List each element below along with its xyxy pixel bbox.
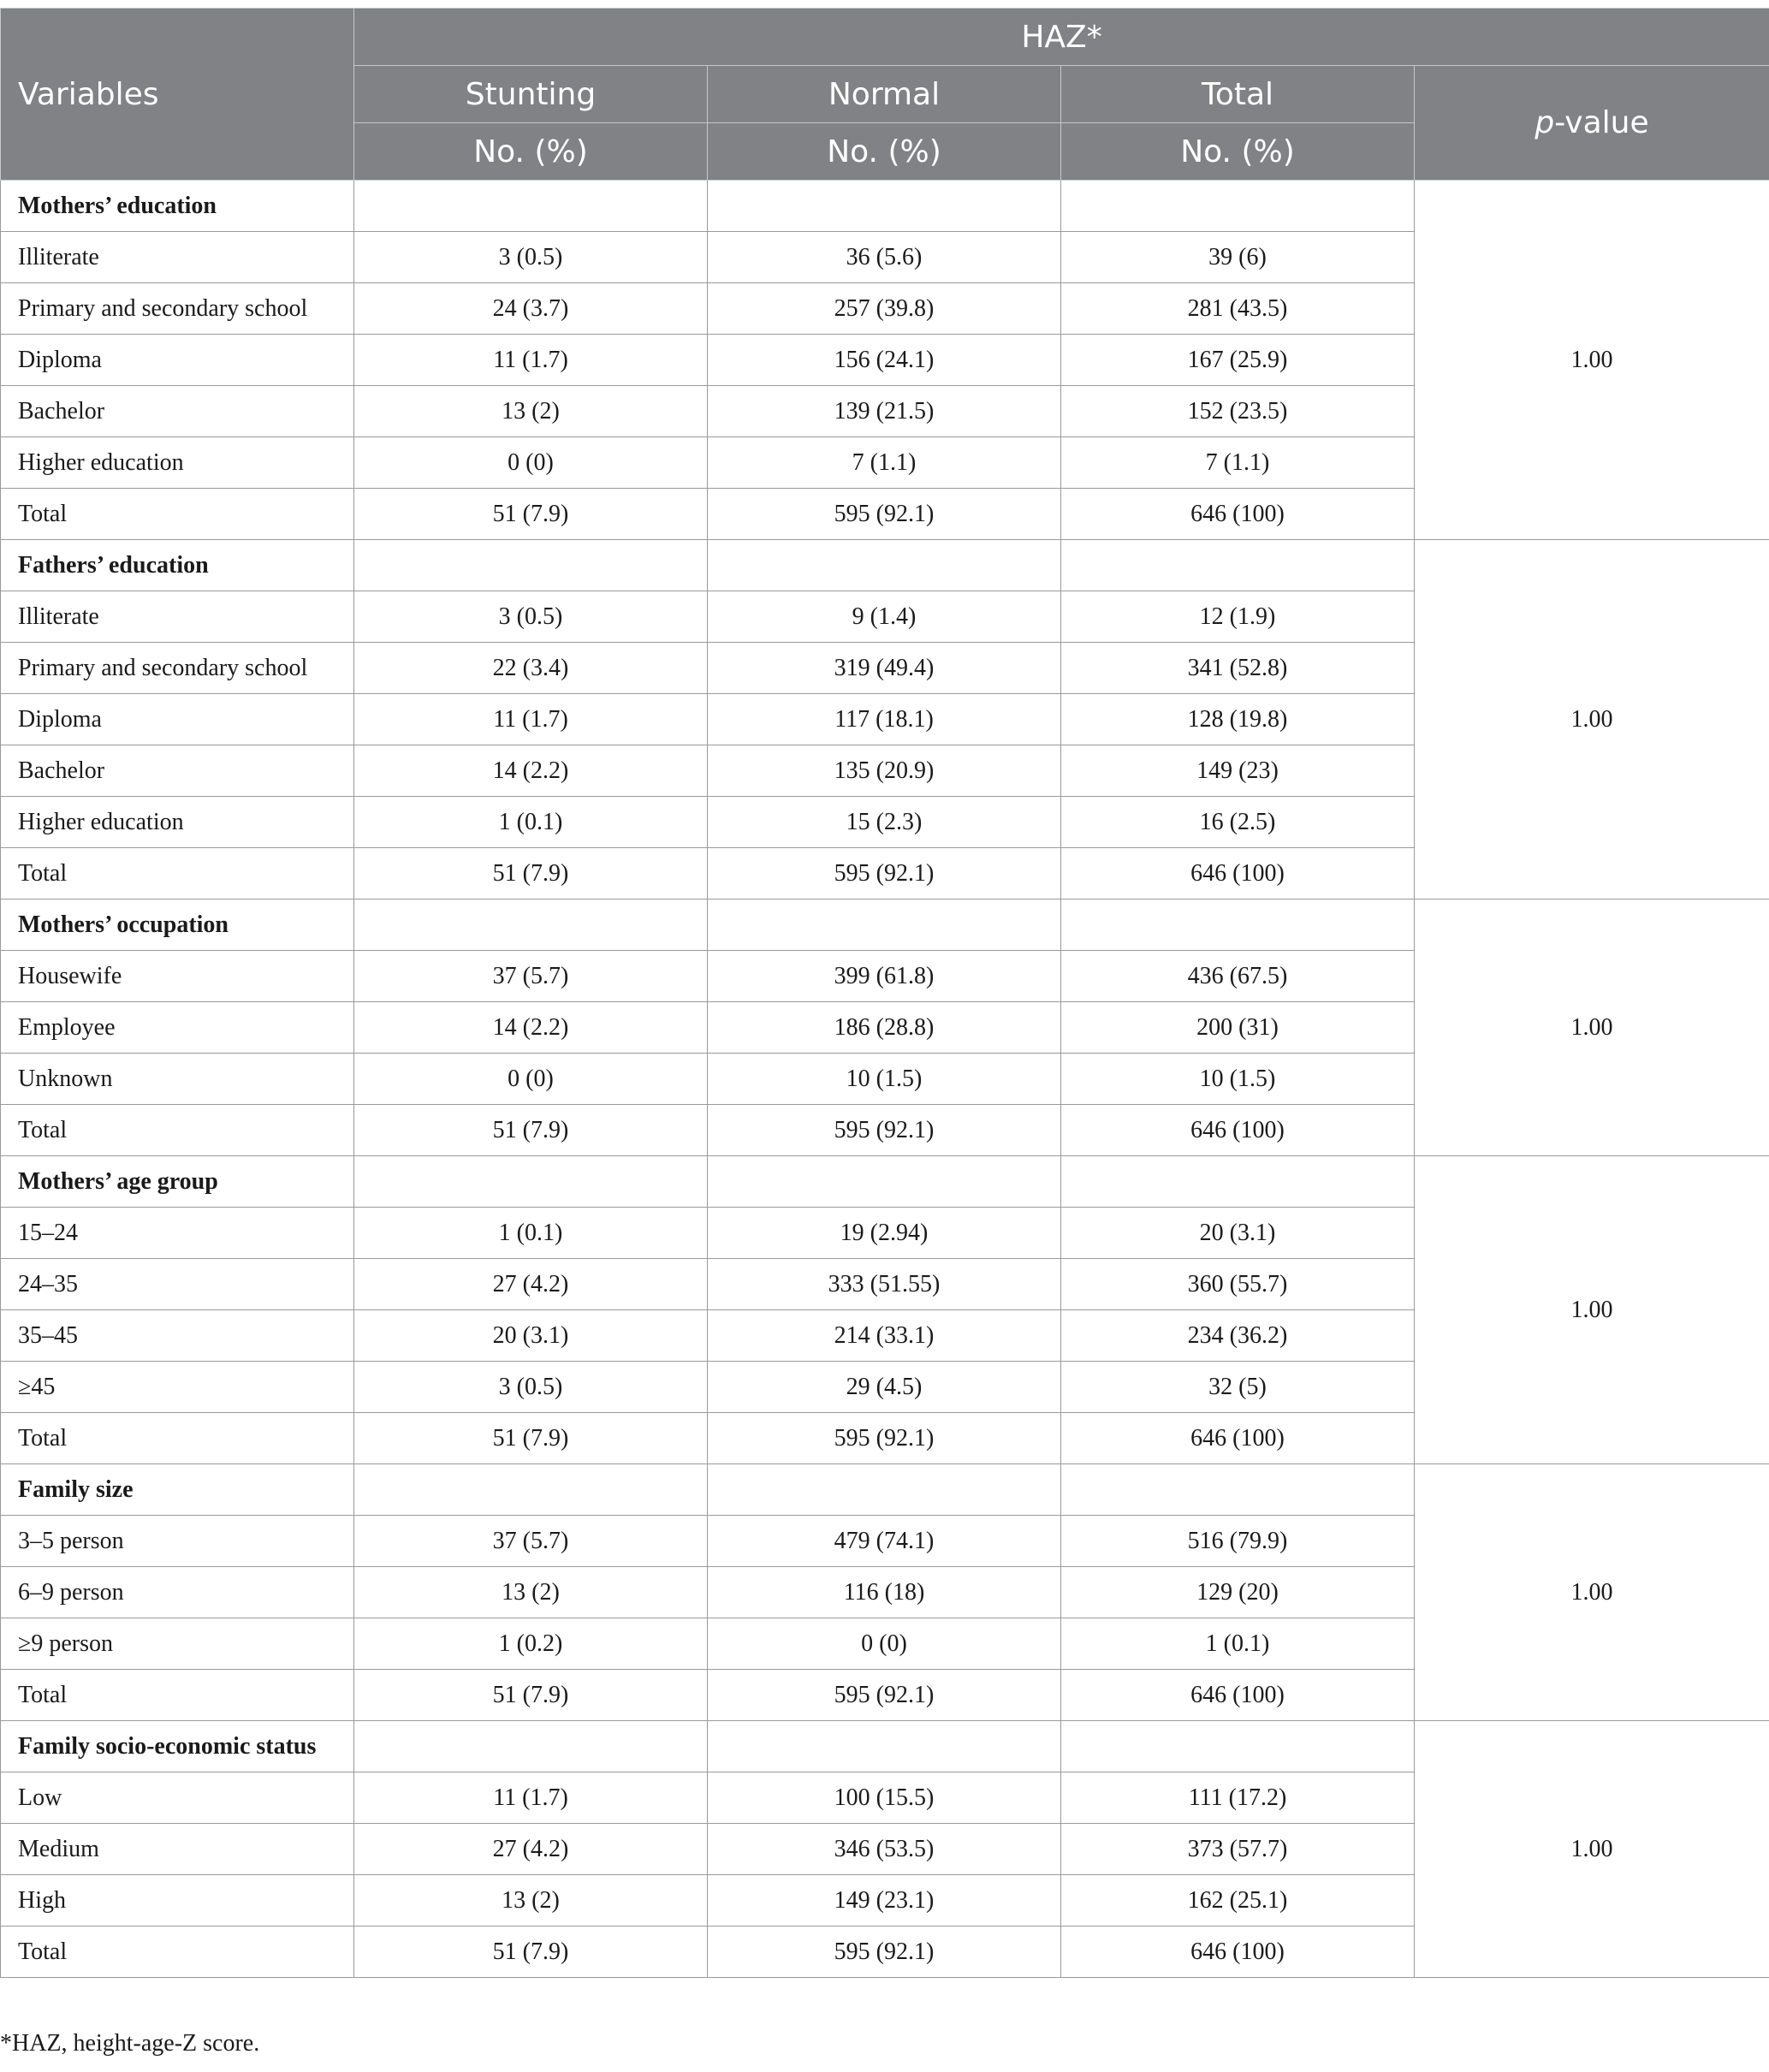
total-cell: 646 (100): [1061, 1927, 1415, 1978]
total-cell: 7 (1.1): [1061, 437, 1415, 489]
stunting-cell: 3 (0.5): [354, 591, 708, 643]
p-value-header: [1415, 66, 1769, 181]
stunting-cell: 27 (4.2): [354, 1259, 708, 1310]
normal-cell: 319 (49.4): [708, 643, 1061, 694]
row-label: Diploma: [1, 694, 354, 745]
normal-cell: 156 (24.1): [708, 335, 1061, 386]
p-value-header-rest: -value: [1554, 105, 1649, 140]
normal-cell: 595 (92.1): [708, 1413, 1061, 1464]
normal-cell: 595 (92.1): [708, 1927, 1061, 1978]
row-label: Medium: [1, 1824, 354, 1875]
table-header: [1, 9, 1769, 181]
total-cell: 1 (0.1): [1061, 1618, 1415, 1670]
group-title: Family size: [1, 1464, 354, 1516]
stunting-cell: 0 (0): [354, 1054, 708, 1105]
stunting-cell: 13 (2): [354, 1567, 708, 1618]
stunting-cell: 0 (0): [354, 437, 708, 489]
p-value-cell: 1.00: [1415, 181, 1769, 540]
stunting-cell: 51 (7.9): [354, 489, 708, 540]
empty-cell: [354, 899, 708, 951]
stunting-cell: 11 (1.7): [354, 1772, 708, 1824]
normal-header: Normal: [708, 66, 1061, 123]
normal-cell: 333 (51.55): [708, 1259, 1061, 1310]
normal-cell: 15 (2.3): [708, 797, 1061, 848]
stunting-cell: 3 (0.5): [354, 1362, 708, 1413]
total-cell: 39 (6): [1061, 232, 1415, 283]
stunting-cell: 1 (0.2): [354, 1618, 708, 1670]
row-label: 35–45: [1, 1310, 354, 1362]
group-header-row: [1, 1464, 1769, 1516]
empty-cell: [354, 1721, 708, 1772]
empty-cell: [708, 181, 1061, 232]
normal-cell: 135 (20.9): [708, 745, 1061, 797]
row-label: High: [1, 1875, 354, 1927]
stunting-cell: 14 (2.2): [354, 1002, 708, 1054]
total-cell: 360 (55.7): [1061, 1259, 1415, 1310]
total-cell: 646 (100): [1061, 848, 1415, 899]
stunting-cell: 14 (2.2): [354, 745, 708, 797]
stunting-header: Stunting: [354, 66, 708, 123]
stunting-cell: 51 (7.9): [354, 1927, 708, 1978]
normal-cell: 595 (92.1): [708, 1670, 1061, 1721]
group-title: Mothers’ education: [1, 181, 354, 232]
row-label: ≥9 person: [1, 1618, 354, 1670]
total-unit-header: No. (%): [1061, 123, 1415, 181]
header-row-1: [1, 9, 1769, 66]
total-cell: 646 (100): [1061, 1670, 1415, 1721]
total-cell: 162 (25.1): [1061, 1875, 1415, 1927]
normal-cell: 19 (2.94): [708, 1208, 1061, 1259]
row-label: Housewife: [1, 951, 354, 1002]
normal-cell: 149 (23.1): [708, 1875, 1061, 1927]
empty-cell: [354, 1156, 708, 1208]
normal-cell: 399 (61.8): [708, 951, 1061, 1002]
empty-cell: [708, 1464, 1061, 1516]
row-label: Illiterate: [1, 591, 354, 643]
p-value-header-p: p: [1535, 105, 1555, 140]
normal-cell: 116 (18): [708, 1567, 1061, 1618]
normal-cell: 139 (21.5): [708, 386, 1061, 437]
group-header-row: [1, 899, 1769, 951]
row-label: Primary and secondary school: [1, 643, 354, 694]
normal-cell: 595 (92.1): [708, 489, 1061, 540]
stunting-cell: 51 (7.9): [354, 848, 708, 899]
empty-cell: [354, 181, 708, 232]
total-cell: 111 (17.2): [1061, 1772, 1415, 1824]
table-body: [1, 181, 1769, 1978]
row-label: Primary and secondary school: [1, 283, 354, 335]
stunting-cell: 27 (4.2): [354, 1824, 708, 1875]
row-label: 15–24: [1, 1208, 354, 1259]
empty-cell: [1061, 1721, 1415, 1772]
total-header: Total: [1061, 66, 1415, 123]
total-cell: 341 (52.8): [1061, 643, 1415, 694]
p-value-cell: 1.00: [1415, 1156, 1769, 1464]
row-label: Total: [1, 848, 354, 899]
row-label: Unknown: [1, 1054, 354, 1105]
row-label: Total: [1, 1670, 354, 1721]
total-cell: 167 (25.9): [1061, 335, 1415, 386]
total-cell: 129 (20): [1061, 1567, 1415, 1618]
total-cell: 10 (1.5): [1061, 1054, 1415, 1105]
row-label: Total: [1, 489, 354, 540]
total-cell: 373 (57.7): [1061, 1824, 1415, 1875]
normal-cell: 10 (1.5): [708, 1054, 1061, 1105]
total-cell: 32 (5): [1061, 1362, 1415, 1413]
row-label: 6–9 person: [1, 1567, 354, 1618]
stunting-cell: 1 (0.1): [354, 1208, 708, 1259]
group-header-row: [1, 1721, 1769, 1772]
normal-cell: 36 (5.6): [708, 232, 1061, 283]
empty-cell: [1061, 1464, 1415, 1516]
empty-cell: [1061, 181, 1415, 232]
stunting-cell: 13 (2): [354, 386, 708, 437]
stunting-cell: 20 (3.1): [354, 1310, 708, 1362]
row-label: 3–5 person: [1, 1516, 354, 1567]
stunting-cell: 37 (5.7): [354, 1516, 708, 1567]
empty-cell: [708, 899, 1061, 951]
total-cell: 16 (2.5): [1061, 797, 1415, 848]
total-cell: 281 (43.5): [1061, 283, 1415, 335]
total-cell: 149 (23): [1061, 745, 1415, 797]
normal-cell: 100 (15.5): [708, 1772, 1061, 1824]
normal-cell: 479 (74.1): [708, 1516, 1061, 1567]
row-label: Higher education: [1, 797, 354, 848]
table-footnote: *HAZ, height-age-Z score.: [0, 2030, 260, 2057]
empty-cell: [1061, 540, 1415, 591]
total-cell: 20 (3.1): [1061, 1208, 1415, 1259]
row-label: Total: [1, 1413, 354, 1464]
row-label: Higher education: [1, 437, 354, 489]
normal-cell: 186 (28.8): [708, 1002, 1061, 1054]
total-cell: 646 (100): [1061, 1105, 1415, 1156]
stunting-unit-header: No. (%): [354, 123, 708, 181]
p-value-cell: 1.00: [1415, 899, 1769, 1156]
stunting-cell: 51 (7.9): [354, 1413, 708, 1464]
stunting-cell: 13 (2): [354, 1875, 708, 1927]
normal-cell: 214 (33.1): [708, 1310, 1061, 1362]
stunting-cell: 37 (5.7): [354, 951, 708, 1002]
row-label: Low: [1, 1772, 354, 1824]
normal-cell: 117 (18.1): [708, 694, 1061, 745]
results-table: [0, 8, 1769, 1978]
normal-cell: 257 (39.8): [708, 283, 1061, 335]
normal-cell: 29 (4.5): [708, 1362, 1061, 1413]
row-label: Total: [1, 1105, 354, 1156]
group-title: Family socio-economic status: [1, 1721, 354, 1772]
empty-cell: [708, 1156, 1061, 1208]
group-title: Mothers’ age group: [1, 1156, 354, 1208]
empty-cell: [1061, 899, 1415, 951]
total-cell: 436 (67.5): [1061, 951, 1415, 1002]
stunting-cell: 11 (1.7): [354, 335, 708, 386]
normal-cell: 7 (1.1): [708, 437, 1061, 489]
normal-cell: 595 (92.1): [708, 848, 1061, 899]
empty-cell: [1061, 1156, 1415, 1208]
normal-cell: 0 (0): [708, 1618, 1061, 1670]
stunting-cell: 1 (0.1): [354, 797, 708, 848]
total-cell: 200 (31): [1061, 1002, 1415, 1054]
normal-cell: 9 (1.4): [708, 591, 1061, 643]
empty-cell: [708, 540, 1061, 591]
total-cell: 516 (79.9): [1061, 1516, 1415, 1567]
row-label: 24–35: [1, 1259, 354, 1310]
normal-cell: 346 (53.5): [708, 1824, 1061, 1875]
row-label: Bachelor: [1, 386, 354, 437]
group-header-row: [1, 181, 1769, 232]
p-value-cell: 1.00: [1415, 1464, 1769, 1721]
total-cell: 12 (1.9): [1061, 591, 1415, 643]
group-header-row: [1, 1156, 1769, 1208]
normal-cell: 595 (92.1): [708, 1105, 1061, 1156]
normal-unit-header: No. (%): [708, 123, 1061, 181]
variables-header: Variables: [1, 9, 354, 181]
row-label: Illiterate: [1, 232, 354, 283]
row-label: Bachelor: [1, 745, 354, 797]
group-title: Fathers’ education: [1, 540, 354, 591]
total-cell: 128 (19.8): [1061, 694, 1415, 745]
total-cell: 646 (100): [1061, 1413, 1415, 1464]
p-value-cell: 1.00: [1415, 1721, 1769, 1978]
group-header-row: [1, 540, 1769, 591]
empty-cell: [708, 1721, 1061, 1772]
table-container: [0, 8, 1769, 1978]
haz-header: HAZ*: [354, 9, 1769, 66]
stunting-cell: 24 (3.7): [354, 283, 708, 335]
total-cell: 152 (23.5): [1061, 386, 1415, 437]
group-title: Mothers’ occupation: [1, 899, 354, 951]
total-cell: 646 (100): [1061, 489, 1415, 540]
empty-cell: [354, 1464, 708, 1516]
stunting-cell: 51 (7.9): [354, 1105, 708, 1156]
stunting-cell: 11 (1.7): [354, 694, 708, 745]
row-label: Employee: [1, 1002, 354, 1054]
stunting-cell: 51 (7.9): [354, 1670, 708, 1721]
empty-cell: [354, 540, 708, 591]
stunting-cell: 3 (0.5): [354, 232, 708, 283]
row-label: Diploma: [1, 335, 354, 386]
stunting-cell: 22 (3.4): [354, 643, 708, 694]
row-label: ≥45: [1, 1362, 354, 1413]
p-value-cell: 1.00: [1415, 540, 1769, 899]
row-label: Total: [1, 1927, 354, 1978]
total-cell: 234 (36.2): [1061, 1310, 1415, 1362]
